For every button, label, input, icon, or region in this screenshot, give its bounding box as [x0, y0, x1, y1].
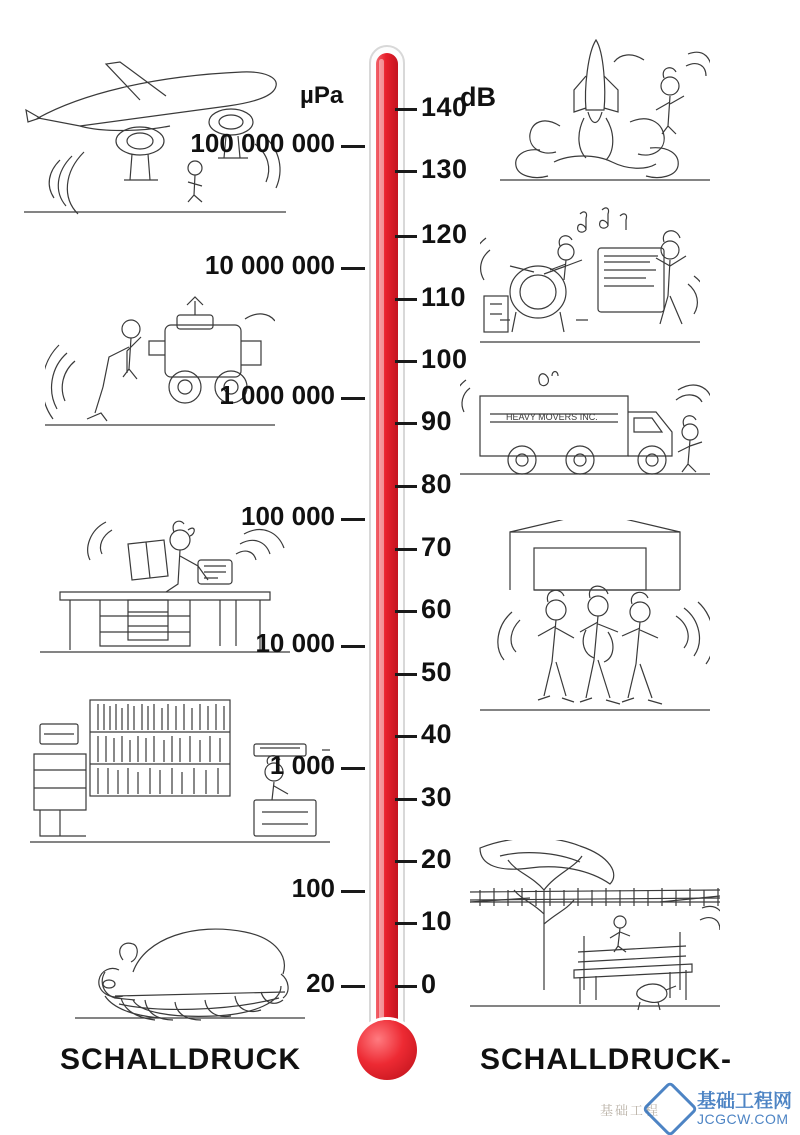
upa-unit-label: µPa: [300, 82, 344, 109]
caption-left: SCHALLDRUCK: [60, 1043, 301, 1076]
db-scale: [395, 60, 555, 1020]
tick-mark: [395, 548, 417, 551]
db-tick-label: 90: [421, 406, 453, 436]
db-tick-label: 0: [421, 969, 437, 999]
thermometer-bulb: [357, 1020, 417, 1080]
tick-mark: [395, 298, 417, 301]
db-tick-label: 50: [421, 657, 453, 687]
tick-mark: [395, 610, 417, 613]
upa-tick-label: 100: [291, 873, 335, 903]
tick-mark: [341, 890, 365, 893]
upa-scale: [150, 60, 365, 1020]
tick-mark: [341, 645, 365, 648]
watermark-title: 基础工程网: [696, 1090, 792, 1112]
tick-mark: [341, 767, 365, 770]
db-tick-label: 110: [421, 282, 467, 312]
tick-mark: [395, 798, 417, 801]
upa-tick-label: 1 000: [269, 750, 335, 780]
db-tick-label: 80: [421, 469, 453, 499]
db-tick-label: 130: [421, 154, 468, 184]
db-tick-label: 140: [421, 92, 468, 122]
db-tick-label: 60: [421, 594, 453, 624]
tick-mark: [341, 985, 365, 988]
db-tick-label: 10: [421, 906, 453, 936]
thermometer-highlight: [379, 59, 384, 1039]
tick-mark: [395, 673, 417, 676]
db-tick-label: 120: [421, 219, 468, 249]
watermark: [650, 1089, 792, 1129]
upa-tick-label: 100 000: [241, 501, 335, 531]
upa-tick-label: 10 000 000: [204, 250, 335, 280]
tick-mark: [395, 985, 417, 988]
tick-mark: [395, 108, 417, 111]
tick-mark: [341, 397, 365, 400]
tick-mark: [341, 267, 365, 270]
watermark-stamp: 基础工程: [600, 1103, 661, 1118]
tick-mark: [341, 145, 365, 148]
db-tick-label: 70: [421, 532, 453, 562]
tick-mark: [395, 422, 417, 425]
tick-mark: [395, 170, 417, 173]
db-tick-label: 20: [421, 844, 453, 874]
caption-right: SCHALLDRUCK-: [480, 1043, 732, 1076]
svg-text:HEAVY MOVERS INC.: HEAVY MOVERS INC.: [506, 412, 598, 422]
tick-mark: [395, 922, 417, 925]
tick-mark: [395, 360, 417, 363]
watermark-subtitle: JCGCW.COM: [696, 1110, 789, 1127]
upa-tick-label: 10 000: [255, 628, 335, 658]
db-tick-label: 30: [421, 782, 453, 812]
tick-mark: [395, 485, 417, 488]
tick-mark: [395, 735, 417, 738]
db-tick-label: 100: [421, 344, 468, 374]
tick-mark: [341, 518, 365, 521]
db-tick-label: 40: [421, 719, 453, 749]
watermark-text: [697, 1092, 792, 1127]
upa-tick-label: 100 000 000: [190, 128, 335, 158]
tick-mark: [395, 235, 417, 238]
upa-tick-label: 1 000 000: [219, 380, 335, 410]
db-unit-label: dB: [460, 82, 496, 112]
upa-tick-label: 20: [306, 968, 335, 998]
tick-mark: [395, 860, 417, 863]
watermark-logo-icon: [642, 1081, 699, 1135]
